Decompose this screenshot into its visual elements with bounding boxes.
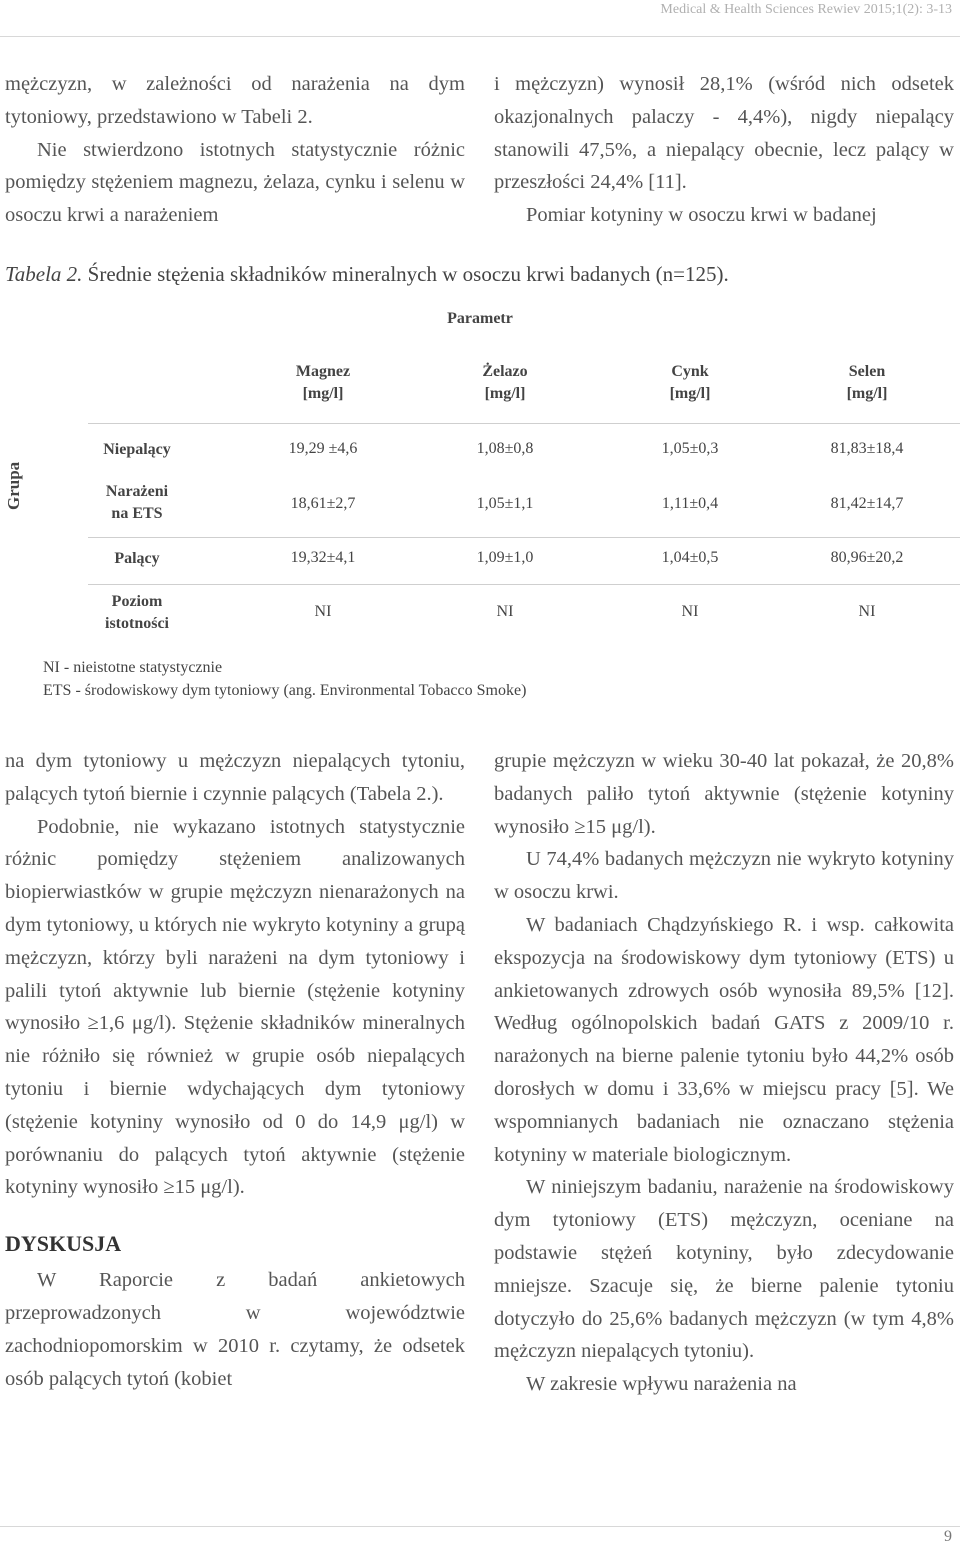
row-label-line: Palący (114, 550, 160, 567)
table-cell: 1,11±0,4 (661, 495, 719, 512)
column-header-selen (787, 361, 947, 405)
table-cell: 1,05±0,3 (661, 440, 719, 457)
row-label (82, 439, 192, 461)
table-cell: 81,83±18,4 (830, 440, 904, 457)
table-cell: 1,04±0,5 (661, 549, 719, 566)
table-cell: NI (681, 603, 699, 620)
header-divider (0, 36, 960, 37)
paragraph: W Raporcie z badań ankietowych przeprowadzonych w województwie zachodniopomorskim w 2010 r. czytamy, że odsetek osób palących tytoń (kobiet (5, 1269, 465, 1390)
row-label (82, 591, 192, 635)
bottom-right-column (494, 745, 954, 1401)
paragraph: Pomiar kotyniny w osoczu krwi w badanej (526, 204, 877, 227)
table-footnote: NI - nieistotne statystycznie (43, 659, 223, 676)
table-caption (5, 262, 955, 287)
paragraph: U 74,4% badanych mężczyzn nie wykryto kotyniny w osoczu krwi. (494, 848, 954, 904)
table-rule (88, 537, 960, 538)
table-rule (88, 423, 960, 424)
group-axis-label: Grupa (4, 461, 23, 510)
top-right-column (494, 68, 954, 232)
table-cell: 1,09±1,0 (476, 549, 534, 566)
paragraph: na dym tytoniowy u mężczyzn niepalących tytoniu, palących tytoń biernie i czynnie palących (Tabela 2.). (5, 750, 465, 805)
row-label-line: Niepalący (103, 441, 171, 458)
row-label-line: istotności (105, 615, 169, 632)
row-label-line: na ETS (111, 505, 163, 522)
table-cell: 1,08±0,8 (476, 440, 534, 457)
table-cell: 19,29 ±4,6 (288, 440, 358, 457)
row-label (82, 548, 192, 570)
paragraph: i mężczyzn) wynosił 28,1% (wśród nich odsetek okazjonalnych palaczy - 4,4%), nigdy niepalący stanowili 47,5%, a niepalący obecnie, lecz palący w przeszłości 24,4% [11]. (494, 73, 954, 194)
table-cell: NI (496, 603, 514, 620)
paragraph: W zakresie wpływu narażenia na (526, 1373, 797, 1396)
paragraph: Nie stwierdzono istotnych statystycznie różnic pomiędzy stężeniem magnezu, żelaza, cynku i selenu w osoczu krwi a narażeniem (5, 138, 465, 227)
row-label-line: Narażeni (105, 483, 169, 500)
table-caption-text: Średnie stężenia składników mineralnych w osoczu krwi badanych (n=125). (82, 262, 729, 286)
column-name: Cynk (671, 363, 709, 380)
bottom-left-column (5, 745, 465, 1395)
table-caption-label: Tabela 2. (5, 262, 83, 286)
column-header-cynk (610, 361, 770, 405)
paragraph: grupie mężczyzn w wieku 30-40 lat pokazał, że 20,8% badanych paliło tytoń aktywnie (stężenie kotyniny wynosiło ≥15 μg/l). (494, 750, 954, 838)
parameter-header: Parametr (447, 310, 513, 327)
row-label (82, 481, 192, 525)
column-unit: [mg/l] (846, 385, 888, 402)
column-unit: [mg/l] (484, 385, 526, 402)
top-left-column (5, 68, 465, 232)
table-cell: NI (314, 603, 332, 620)
table-cell: 19,32±4,1 (290, 549, 356, 566)
column-header-magnez (243, 361, 403, 405)
row-label-line: Poziom (111, 593, 163, 610)
column-header-zelazo (425, 361, 585, 405)
table-cell: 18,61±2,7 (290, 495, 356, 512)
column-unit: [mg/l] (669, 385, 711, 402)
footer-divider (0, 1526, 960, 1527)
column-name: Magnez (295, 363, 351, 380)
table-cell: 80,96±20,2 (830, 549, 904, 566)
column-name: Żelazo (482, 363, 528, 380)
table-cell: 1,05±1,1 (476, 495, 534, 512)
paragraph: mężczyzn, w zależności od narażenia na dym tytoniowy, przedstawiono w Tabeli 2. (5, 73, 465, 128)
column-name: Selen (848, 363, 886, 380)
page-number: 9 (944, 1528, 952, 1545)
column-unit: [mg/l] (302, 385, 344, 402)
paragraph: W niniejszym badaniu, narażenie na środowiskowy dym tytoniowy (ETS) mężczyzn, oceniane na podstawie stężeń kotyniny, było zdecydowanie mniejsze. Szacuje się, że bierne palenie tytoniu dotyczyło do 25,6% badanych mężczyzn (w tym 4,8% mężczyzn niepalących tytoniu). (494, 1176, 954, 1363)
paragraph: Podobnie, nie wykazano istotnych statystycznie różnic pomiędzy stężeniem analizowanych biopierwiastków w grupie mężczyzn nienarażonych na dym tytoniowy, u których nie wykryto kotyniny a grupą mężczyzn, którzy byli narażeni na dym tytoniowy i palili tytoń aktywnie lub biernie (stężenie kotyniny wynosiło ≥1,6 μg/l). Stężenie składników mineralnych nie różniło się również w grupie osób niepalących tytoniu i biernie wdychających dym tytoniowy (stężenie kotyniny wynosiło od 0 do 14,9 μg/l) w porównaniu do palących tytoń aktywnie (stężenie kotyniny wynosiło ≥15 μg/l). (5, 815, 465, 1199)
table-cell: NI (858, 603, 876, 620)
section-heading: DYSKUSJA (5, 1231, 122, 1257)
table-cell: 81,42±14,7 (830, 495, 904, 512)
journal-header: Medical & Health Sciences Rewiev 2015;1(2): 3-13 (660, 2, 952, 17)
table-rule (88, 584, 960, 585)
table-footnote: ETS - środowiskowy dym tytoniowy (ang. Environmental Tobacco Smoke) (43, 682, 527, 699)
paragraph: W badaniach Chądzyńskiego R. i wsp. całkowita ekspozycja na środowiskowy dym tytoniowy (ETS) u ankietowanych zdrowych osób wynosiła 89,5% [12]. Według ogólnopolskich badań GATS z 2009/10 r. narażonych na bierne palenie tytoniu było 44,2% osób dorosłych w domu i 33,6% w miejscu pracy [5]. We wspomnianych badaniach nie oznaczano stężenia kotyniny w materiale biologicznym. (494, 913, 954, 1166)
